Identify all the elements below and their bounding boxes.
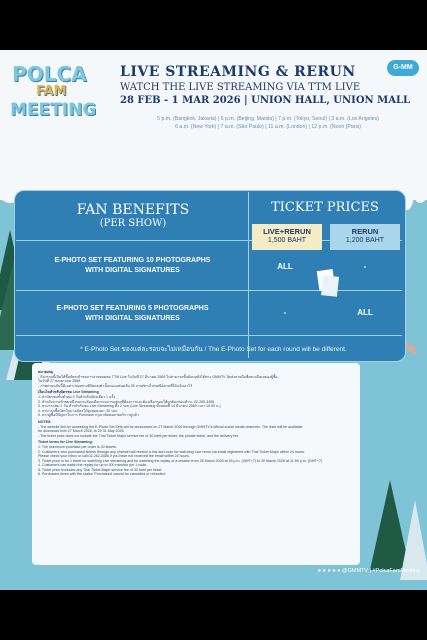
per-show-subheading: (PER SHOW) [99, 218, 167, 229]
ticket-price: 1,200 BAHT [345, 237, 385, 244]
ticket-price: 1,500 BAHT [267, 237, 307, 244]
timezone-line-1: 5 p.m. (Bangkok, Jakarta) | 6 p.m. (Beijing, Manila) | 7 p.m. (Tokyo, Seoul) | 3 a.m. (Los Angeles) [157, 116, 379, 122]
remarks-panel [32, 363, 360, 565]
social-icons: ● ● ● ● ● [317, 568, 343, 574]
remarks-heading-th-conditions: เงื่อนไขสำหรับบัตรชม Live Streaming [38, 390, 99, 395]
terms-line: Please check your inbox or call 02-262-3456 if you have not received the email within 24 hours. [38, 454, 190, 459]
ticket-badge-rerun [330, 224, 400, 250]
gmm-logo: G-MM [387, 60, 419, 76]
benefit-row-1-label [20, 256, 245, 276]
benefit-line: WITH DIGITAL SIGNATURES [85, 315, 180, 322]
benefit-row-2-label [20, 304, 245, 324]
remarks-line: 5. หากผู้ซื้อมีปัญหาในการ Purchase กรุณาติดต่อฝ่ายบริการลูกค้า [38, 413, 139, 418]
logo-word-polca: POLCA [12, 62, 87, 86]
ticket-badge-live-rerun [252, 224, 322, 250]
remarks-line: 4. สามารถซื้อบัตรในนามบัตรได้สูงสุดคนละ 30 รอบ [38, 408, 118, 413]
row-1-live-rerun-cell: ALL [277, 262, 293, 271]
polca-fam-meeting-logo [6, 60, 116, 130]
social-footer [230, 568, 420, 574]
social-handle: @GMMTV [342, 568, 369, 574]
ticket-prices-heading: TICKET PRICES [271, 200, 379, 215]
remarks-line: - กิจกรรมนี้เปิดให้ซื้อบัตรเข้าชมการถ่ายทอดสด TTM Live ในวันที่ 27 มีนาคม 2569 ไม่สามารถซื้อย้อนหลังได้ทาง GMMTV จัดส่งลายมือชื่อทางอีเมลของผู้ซื้อ [38, 374, 278, 379]
remarks-line: 1. ค่าบัตรชมขั้นต่ำสุด 3 วันสำหรับบัตรเดียว 1 ครั้ง [38, 394, 116, 399]
pine-trees-right [370, 470, 427, 580]
event-dates-venue: 28 FEB - 1 MAR 2026 | UNION HALL, UNION MALL [120, 95, 411, 106]
row-2-live-rerun-cell: - [283, 308, 287, 317]
terms-line: 4. Customers can watch the replay for up to 300 minutes per 1 code. [38, 463, 148, 468]
ticket-terms-heading: Ticket terms for Live Streaming: [38, 440, 93, 445]
notes-line: for download from 27 March 2026, to 20 31 May 2026. [38, 429, 125, 434]
benefit-line: E-PHOTO SET FEATURING 5 PHOTOGRAPHS [56, 305, 209, 312]
poster-subtitle: WATCH THE LIVE STREAMING VIA TTM LIVE [120, 82, 361, 93]
remarks-line: 3. สามารถชม 1 วัน สำหรับรับชม Live Streaming ทั้ง 2 รอบ (Live Streaming ทั้งหมดที่ 14 มีนาคม 2569 เวลา 10:00 น.) [38, 404, 221, 409]
terms-line: 6. Purchased items with the status 'Purchased' cannot be cancelled or refunded. [38, 472, 166, 477]
benefit-line: WITH DIGITAL SIGNATURES [85, 267, 180, 274]
ticket-name: LIVE+RERUN [263, 227, 311, 236]
remarks-heading-th: หมายเหตุ [38, 370, 53, 374]
table-divider [16, 290, 402, 291]
logo-word-fam: FAM [36, 84, 67, 99]
remarks-line: - ภาพถ่ายฉบับนี้มีเฉพาะช่องทางดิจิตอลเท่านั้นของแฟนคลับ 30 ภาพ/ทางไปรษณีย์ตามที่ได้แจ้งเอาไว้ [38, 383, 193, 388]
ticket-name: RERUN [351, 227, 379, 236]
terms-line: 1. The maximum purchase per order is 30 tickets. [38, 444, 117, 449]
terms-line: 5. Ticket price excludes any Thai Ticket Major service fee of 30 baht per ticket. [38, 467, 163, 472]
fan-benefits-heading: FAN BENEFITS [76, 202, 190, 218]
table-divider [16, 335, 402, 336]
notes-heading: NOTES: [38, 419, 52, 424]
row-2-rerun-cell: ALL [357, 308, 373, 317]
event-poster [0, 50, 427, 590]
photo-cards-icon [314, 268, 342, 298]
remarks-line: 2. สำหรับการเข้าชมหนึ่งรอบจะต้องเลือกรอบการแสดงที่ต้องการและต้องเลือกรอบให้ถูกต้องก่อนชำระ 02-285-3456 [38, 399, 215, 404]
table-vertical-divider [248, 192, 249, 358]
social-hashtag: #PolcaFamMeeting [372, 568, 420, 574]
notes-line: - The website link for accessing the E-Photo Set Sets will be announced on 27 March 2026 through GMMTV's official social media channels. The links will be available [38, 424, 303, 429]
remarks-line: ในวันที่ 27 พฤษภาคม 2569 [38, 379, 81, 384]
timezone-line-2: 6 a.m. (New York) | 7 a.m. (São Paulo) | 11 a.m. (London) | 12 p.m. (Noon (Paris) [175, 124, 361, 130]
terms-line: 2. Customers who purchased tickets through any channel will receive a link and code for watching Live verse via email registered with Thai Ticket Major within 24 hours. [38, 449, 305, 454]
notes-line: - The ticket price does not include the Thai Ticket Major service fee of 30 baht per ticket, the private ticket, and the delivery fee. [38, 433, 240, 438]
e-photo-set-note: * E-Photo Set ของแต่ละรอบจะไม่เหมือนกัน / The E-Photo Set for each round will be different. [80, 346, 347, 353]
social-separator: | [369, 568, 373, 574]
logo-word-meeting: MEETING [10, 100, 97, 120]
benefit-line: E-PHOTO SET FEATURING 10 PHOTOGRAPHS [54, 257, 211, 264]
row-1-rerun-cell: - [363, 262, 367, 271]
poster-title: LIVE STREAMING & RERUN [120, 64, 356, 80]
terms-line: 3. Ticket price is for 1 ticket for watching Live streaming and for watching the replay of a session from 28 March 2026 at 18 p.m. (GMT+7) to 30 March 2026 at 11:59 p.m. (GMT+7) [38, 458, 323, 463]
